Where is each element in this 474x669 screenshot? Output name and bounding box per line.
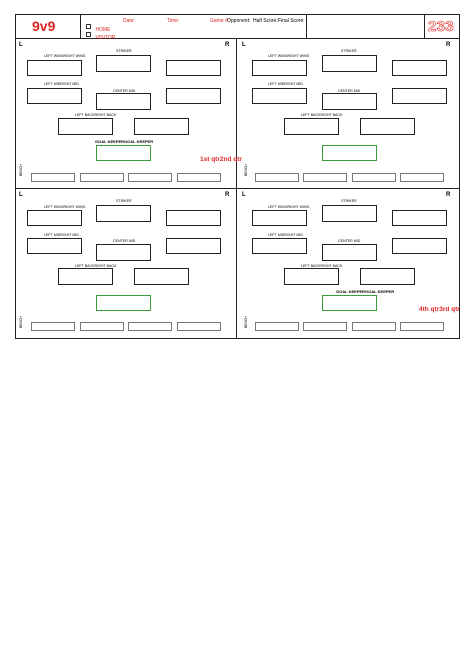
bench-slot[interactable]	[177, 173, 221, 182]
left-mid-box[interactable]	[27, 88, 82, 104]
time-label: Time:	[167, 18, 180, 24]
center-mid-box[interactable]	[322, 93, 377, 110]
mid-label: LEFT MIDRIGHT MID	[44, 233, 80, 237]
bench-slot[interactable]	[177, 322, 221, 331]
center-mid-box[interactable]	[322, 244, 377, 261]
bench-slot[interactable]	[303, 173, 347, 182]
home-label: HOME	[95, 27, 111, 33]
mid-label: LEFT MIDRIGHT MID	[268, 82, 304, 86]
back-label: LEFT BACKRIGHT BACK	[75, 264, 117, 268]
right-back-box[interactable]	[134, 268, 189, 285]
left-side-label: L	[242, 42, 246, 48]
goalkeeper-label: GOAL KEEPERGOAL KEEPER	[95, 139, 154, 144]
half-score-label: Half Score:	[253, 18, 278, 24]
bench-slot[interactable]	[80, 322, 124, 331]
wing-label: LEFT WINGRIGHT WING	[44, 205, 86, 209]
logo-9v9: 9v9	[32, 18, 56, 34]
right-wing-box[interactable]	[166, 210, 221, 226]
left-mid-box[interactable]	[252, 88, 307, 104]
bench-slot[interactable]	[31, 173, 75, 182]
left-back-box[interactable]	[58, 268, 113, 285]
center-mid-box[interactable]	[96, 244, 151, 261]
left-side-label: L	[19, 192, 23, 198]
right-wing-box[interactable]	[392, 210, 447, 226]
opponent-label: Opponent:	[227, 18, 251, 24]
striker-label: STRIKER	[341, 49, 357, 53]
bench-label: BENCH	[19, 316, 23, 328]
center-mid-label: CENTER MID	[113, 89, 136, 93]
bench-slot[interactable]	[255, 173, 299, 182]
striker-label: STRIKER	[116, 199, 132, 203]
right-mid-box[interactable]	[166, 238, 221, 254]
bench-slot[interactable]	[352, 322, 396, 331]
right-wing-box[interactable]	[392, 60, 447, 76]
bench-slot[interactable]	[128, 173, 172, 182]
final-score-label: Final Score:	[278, 18, 305, 24]
right-wing-box[interactable]	[166, 60, 221, 76]
form-number: 233	[428, 18, 454, 35]
visitor-label: VISITOR	[95, 35, 116, 41]
right-back-box[interactable]	[360, 118, 415, 135]
visitor-option[interactable]	[86, 26, 115, 44]
striker-label: STRIKER	[116, 49, 132, 53]
wing-label: LEFT WINGRIGHT WING	[268, 54, 310, 58]
center-mid-label: CENTER MID	[338, 239, 361, 243]
right-back-box[interactable]	[134, 118, 189, 135]
striker-box[interactable]	[322, 205, 377, 222]
wing-label: LEFT WINGRIGHT WING	[44, 54, 86, 58]
bench-slot[interactable]	[400, 322, 444, 331]
bench-slot[interactable]	[400, 173, 444, 182]
wing-label: LEFT WINGRIGHT WING	[268, 205, 310, 209]
right-back-box[interactable]	[360, 268, 415, 285]
mid-label: LEFT MIDRIGHT MID	[44, 82, 80, 86]
goalkeeper-label: GOAL KEEPERGOAL KEEPER	[336, 289, 395, 294]
center-horizontal-divider	[15, 188, 460, 189]
header-divider	[80, 14, 81, 39]
header-divider	[424, 14, 425, 39]
striker-box[interactable]	[322, 55, 377, 72]
bench-slot[interactable]	[352, 173, 396, 182]
left-side-label: L	[19, 42, 23, 48]
game-number-label: Game #:	[210, 18, 230, 24]
right-side-label: R	[225, 192, 230, 198]
bench-slot[interactable]	[303, 322, 347, 331]
left-wing-box[interactable]	[27, 210, 82, 226]
mid-label: LEFT MIDRIGHT MID	[268, 233, 304, 237]
visitor-checkbox[interactable]	[86, 32, 91, 37]
back-label: LEFT BACKRIGHT BACK	[75, 113, 117, 117]
date-label: Date:	[123, 18, 135, 24]
score-divider	[306, 14, 307, 39]
right-mid-box[interactable]	[392, 238, 447, 254]
bench-slot[interactable]	[31, 322, 75, 331]
center-mid-label: CENTER MID	[113, 239, 136, 243]
striker-box[interactable]	[96, 55, 151, 72]
goalkeeper-box[interactable]	[322, 145, 377, 161]
bench-slot[interactable]	[80, 173, 124, 182]
back-label: LEFT BACKRIGHT BACK	[301, 264, 343, 268]
left-wing-box[interactable]	[27, 60, 82, 76]
bench-label: BENCH	[244, 164, 248, 176]
left-back-box[interactable]	[284, 268, 339, 285]
striker-label: STRIKER	[341, 199, 357, 203]
left-mid-box[interactable]	[252, 238, 307, 254]
goalkeeper-box[interactable]	[322, 295, 377, 311]
left-wing-box[interactable]	[252, 60, 307, 76]
right-side-label: R	[225, 42, 230, 48]
right-mid-box[interactable]	[166, 88, 221, 104]
right-mid-box[interactable]	[392, 88, 447, 104]
goalkeeper-box[interactable]	[96, 295, 151, 311]
quarter-1-2-label: 1st qtr2nd qtr	[200, 156, 242, 163]
center-mid-label: CENTER MID	[338, 89, 361, 93]
right-side-label: R	[446, 42, 451, 48]
striker-box[interactable]	[96, 205, 151, 222]
bench-slot[interactable]	[255, 322, 299, 331]
quarter-4-3-label: 4th qtr3rd qtr	[419, 306, 460, 313]
left-back-box[interactable]	[58, 118, 113, 135]
left-wing-box[interactable]	[252, 210, 307, 226]
bench-slot[interactable]	[128, 322, 172, 331]
left-side-label: L	[242, 192, 246, 198]
left-mid-box[interactable]	[27, 238, 82, 254]
center-mid-box[interactable]	[96, 93, 151, 110]
bench-label: BENCH	[19, 164, 23, 176]
left-back-box[interactable]	[284, 118, 339, 135]
goalkeeper-box[interactable]	[96, 145, 151, 161]
right-side-label: R	[446, 192, 451, 198]
bench-label: BENCH	[244, 316, 248, 328]
back-label: LEFT BACKRIGHT BACK	[301, 113, 343, 117]
